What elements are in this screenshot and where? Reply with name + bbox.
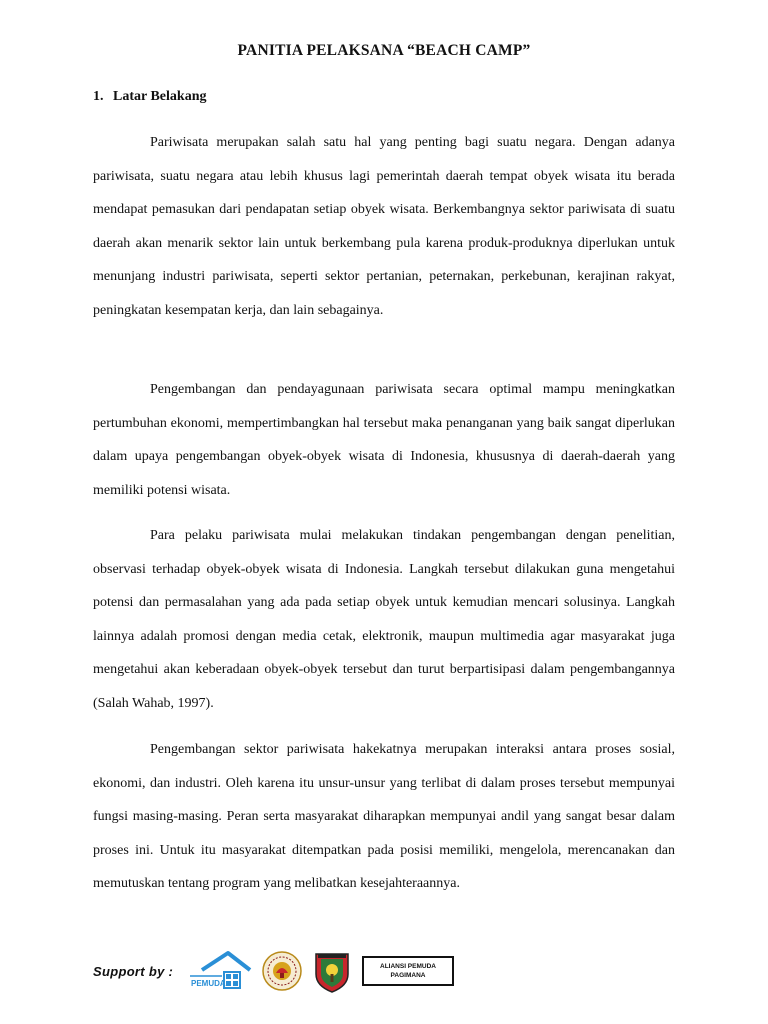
support-label: Support by : <box>93 964 174 979</box>
section-heading-label: Latar Belakang <box>113 89 207 104</box>
aliansi-pemuda-logo <box>362 956 454 986</box>
shield-logo <box>312 950 352 994</box>
paragraph-4 <box>93 733 675 901</box>
aliansi-line-1: ALIANSI PEMUDA <box>380 963 436 970</box>
pemuda-logo-text: PEMUDA <box>191 979 226 988</box>
paragraph-text: Pariwisata merupakan salah satu hal yang penting bagi suatu negara. Dengan adanya pariwisata, suatu negara atau lebih khusus lagi pemerintah daerah tempat obyek wisata itu berada mendapat pemasukan dari pendapatan setiap obyek wisata. Berkembangnya sektor pariwisata di suatu daerah akan menarik sektor lain untuk berkembang pula karena produk-produknya diperlukan untuk menunjang industri pariwisata, seperti sektor pertanian, peternakan, perkebunan, kerajinan rakyat, peningkatan kesempatan kerja, dan lain sebagainya. <box>93 135 675 318</box>
paragraph-text: Pengembangan dan pendayagunaan pariwisata secara optimal mampu meningkatkan pertumbuhan ekonomi, mempertimbangkan hal tersebut maka penanganan yang baik sangat diperlukan dalam upaya pengembangan obyek-obyek wisata di Indonesia, khususnya di daerah-daerah yang memiliki potensi wisata. <box>93 382 675 498</box>
paragraph-text: Pengembangan sektor pariwisata hakekatnya merupakan interaksi antara proses sosial, ekonomi, dan industri. Oleh karena itu unsur-unsur yang terlibat di dalam proses tersebut mempunyai fungsi masing-masing. Peran serta masyarakat diharapkan mempunyai andil yang sangat besar dalam proses ini. Untuk itu masyarakat ditempatkan pada posisi memiliki, mengelola, merencanakan dan memutuskan tentang program yang melibatkan kesejahteraannya. <box>93 742 675 891</box>
section-heading <box>93 89 206 105</box>
paragraph-3 <box>93 519 675 720</box>
paragraph-text: Para pelaku pariwisata mulai melakukan tindakan pengembangan dengan penelitian, observasi terhadap obyek-obyek wisata di Indonesia. Langkah tersebut dilakukan guna mengetahui potensi dan permasalahan yang ada pada setiap obyek untuk kemudian mencari solusinya. Langkah lainnya adalah promosi dengan media cetak, elektronik, maupun multimedia agar masyarakat juga mengetahui akan keberadaan obyek-obyek tersebut dan turut berpartisipasi dalam pengembangannya (Salah Wahab, 1997). <box>93 528 675 711</box>
sponsor-footer <box>0 940 768 1000</box>
house-roof-icon <box>202 953 250 970</box>
document-title: PANITIA PELAKSANA “BEACH CAMP” <box>237 42 531 59</box>
seal-logo <box>262 951 302 991</box>
paragraph-2 <box>93 373 675 507</box>
pemuda-logo <box>188 950 252 992</box>
section-number: 1. <box>93 89 104 104</box>
paragraph-1 <box>93 126 675 327</box>
aliansi-line-2: PAGIMANA <box>390 972 426 979</box>
